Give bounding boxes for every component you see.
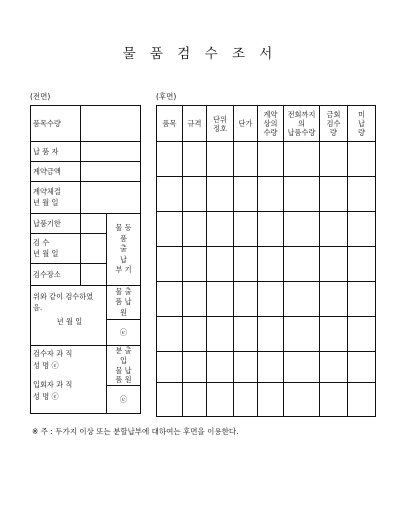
- table-cell: [183, 177, 207, 212]
- front-side-label: (전면): [30, 92, 51, 101]
- table-cell: [284, 317, 320, 352]
- inspection-date-field: [81, 234, 107, 264]
- table-cell: [207, 247, 234, 282]
- table-cell: [284, 383, 320, 417]
- table-cell: [320, 383, 348, 417]
- table-cell: [258, 177, 284, 212]
- officer-label: 물 출 품 납 원: [107, 286, 141, 320]
- registration-label: 물 등 품 출 납 부 기: [107, 214, 141, 286]
- table-cell: [258, 247, 284, 282]
- back-header-contract-qty: 계약 상의 수량: [258, 106, 284, 142]
- table-cell: [284, 352, 320, 383]
- table-cell: [258, 317, 284, 352]
- table-cell: [183, 247, 207, 282]
- signers-block: [31, 346, 107, 414]
- table-row: [157, 247, 376, 282]
- contract-date-field: [81, 182, 141, 214]
- table-cell: [207, 142, 234, 177]
- table-cell: [207, 317, 234, 352]
- table-cell: [320, 142, 348, 177]
- table-cell: [234, 177, 258, 212]
- table-cell: [234, 317, 258, 352]
- table-cell: [258, 383, 284, 417]
- confirm-text: 위와 같이 검수하였 음.: [33, 292, 94, 312]
- table-cell: [157, 383, 183, 417]
- table-row: [157, 352, 376, 383]
- table-cell: [207, 282, 234, 317]
- inspection-place-label: 검수장소: [31, 264, 81, 286]
- table-cell: [183, 352, 207, 383]
- table-cell: [234, 212, 258, 247]
- table-cell: [320, 317, 348, 352]
- table-cell: [183, 212, 207, 247]
- table-cell: [258, 282, 284, 317]
- table-row: [157, 177, 376, 212]
- table-cell: [348, 317, 376, 352]
- table-cell: [284, 247, 320, 282]
- table-cell: [258, 352, 284, 383]
- table-cell: [157, 317, 183, 352]
- table-cell: [348, 142, 376, 177]
- contract-amount-label: 계약금액: [31, 162, 81, 182]
- table-row: [157, 317, 376, 352]
- table-cell: [183, 383, 207, 417]
- inspection-date-label: 검 수 년 월 일: [31, 234, 81, 264]
- distribution-seal: ⓔ: [107, 386, 141, 414]
- table-cell: [207, 352, 234, 383]
- delivery-deadline-field: [81, 214, 107, 234]
- table-cell: [348, 212, 376, 247]
- item-name-field: [81, 106, 141, 142]
- front-table: [30, 105, 141, 414]
- table-cell: [157, 282, 183, 317]
- back-header-current-inspected-qty: 금회 검수 량: [320, 106, 348, 142]
- inspection-place-field: [81, 264, 107, 286]
- delivery-deadline-label: 납품기한: [31, 214, 81, 234]
- table-row: [157, 142, 376, 177]
- table-cell: [348, 352, 376, 383]
- page-title: 물 품 검 수 조 서: [122, 46, 278, 62]
- back-header-undelivered-qty: 미 납 량: [348, 106, 376, 142]
- table-cell: [234, 247, 258, 282]
- table-cell: [284, 212, 320, 247]
- table-cell: [348, 177, 376, 212]
- confirm-block: [31, 286, 107, 346]
- table-cell: [258, 142, 284, 177]
- back-table: [156, 105, 376, 417]
- table-row: [157, 383, 376, 417]
- table-cell: [234, 383, 258, 417]
- table-cell: [284, 142, 320, 177]
- table-cell: [207, 383, 234, 417]
- table-cell: [157, 142, 183, 177]
- table-cell: [157, 177, 183, 212]
- contract-amount-field: [81, 162, 141, 182]
- witness-label: 입회자 과 직 성 명 ⓔ: [33, 380, 73, 401]
- inspector-label: 검수자 과 직 성 명 ⓔ: [33, 349, 73, 370]
- table-cell: [157, 247, 183, 282]
- table-cell: [234, 142, 258, 177]
- table-cell: [234, 282, 258, 317]
- footnote: ※ 주 : 두가지 이상 또는 분할납부에 대하여는 후면을 이용한다.: [32, 427, 239, 436]
- table-cell: [183, 142, 207, 177]
- table-cell: [320, 212, 348, 247]
- distribution-label: 분 출 입 물 납 품 원: [107, 346, 141, 386]
- table-cell: [284, 177, 320, 212]
- back-header-prev-delivered-qty: 전회까지 의 납품수량: [284, 106, 320, 142]
- table-row: [157, 282, 376, 317]
- table-cell: [157, 212, 183, 247]
- back-header-unit-no: 단위 정호: [207, 106, 234, 142]
- deliverer-label: 납 품 자: [31, 142, 81, 162]
- table-cell: [348, 247, 376, 282]
- table-cell: [258, 212, 284, 247]
- back-header-spec: 규격: [183, 106, 207, 142]
- table-cell: [207, 212, 234, 247]
- table-row: [157, 212, 376, 247]
- back-header-unit-price: 단가: [234, 106, 258, 142]
- table-cell: [207, 177, 234, 212]
- back-header-item: 품목: [157, 106, 183, 142]
- contract-date-label: 계약체결 년 월 일: [31, 182, 81, 214]
- back-side-label: (후면): [156, 92, 177, 101]
- table-cell: [284, 282, 320, 317]
- table-cell: [183, 282, 207, 317]
- table-cell: [234, 352, 258, 383]
- table-cell: [157, 352, 183, 383]
- confirm-date: 년 월 일: [56, 316, 83, 326]
- table-cell: [320, 247, 348, 282]
- table-cell: [348, 282, 376, 317]
- deliverer-field: [81, 142, 141, 162]
- table-cell: [320, 282, 348, 317]
- table-cell: [320, 177, 348, 212]
- officer-seal: ⓔ: [107, 320, 141, 346]
- item-name-label: 품목수량: [31, 106, 81, 142]
- table-cell: [320, 352, 348, 383]
- table-cell: [183, 317, 207, 352]
- table-cell: [348, 383, 376, 417]
